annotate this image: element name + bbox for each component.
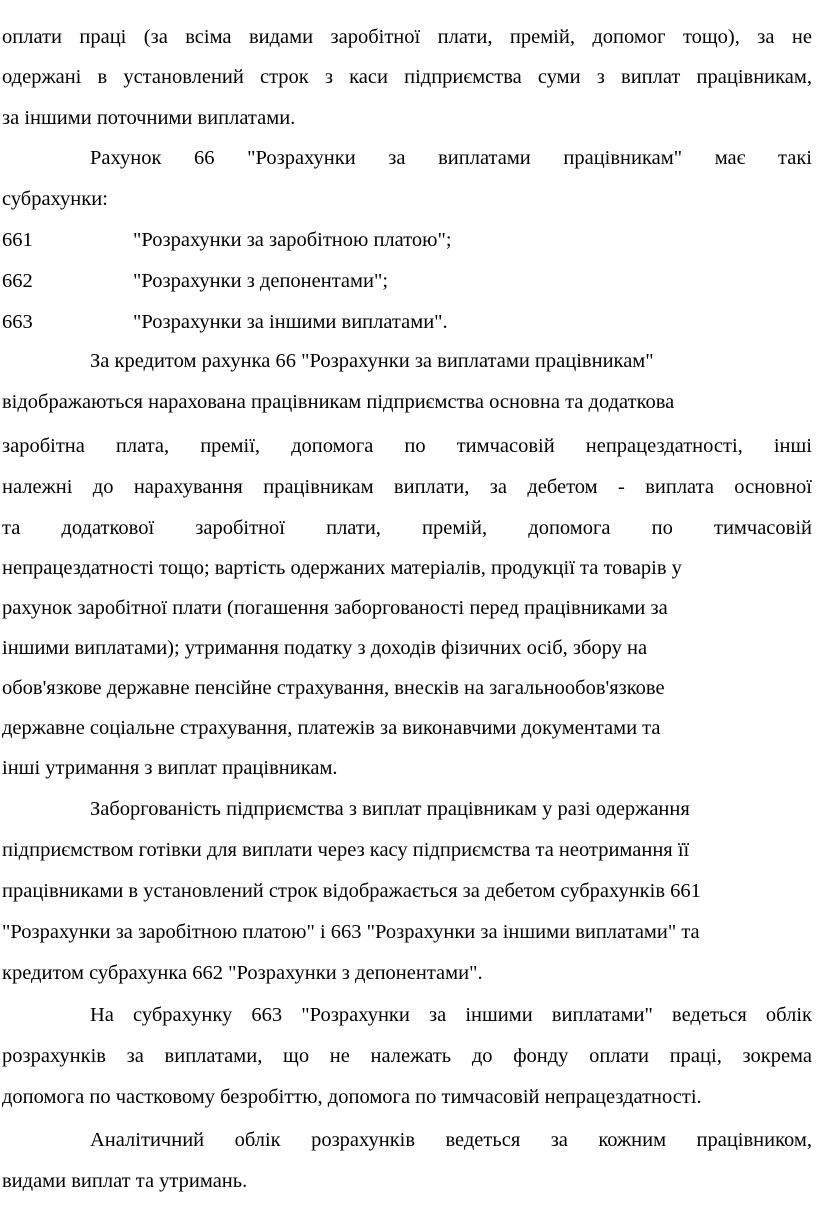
- text-line: працівниками в установлений строк відображається за дебетом субрахунків 661: [2, 880, 701, 902]
- subaccount-code: 661: [2, 229, 33, 251]
- text-line: видами виплат та утримань.: [2, 1170, 248, 1192]
- text-line: оплати праці (за всіма видами заробітної плати, премій, допомог тощо), за не: [2, 26, 812, 48]
- text-line: інші утримання з виплат працівникам.: [2, 757, 338, 779]
- subaccount-code: 663: [2, 311, 33, 333]
- subaccount-title: "Розрахунки за іншими виплатами".: [133, 311, 448, 333]
- text-line: кредитом субрахунка 662 "Розрахунки з депонентами".: [2, 962, 483, 984]
- text-line: обов'язкове державне пенсійне страхування, внесків на загальнообов'язкове: [2, 677, 665, 699]
- text-line: Аналітичний облік розрахунків ведеться за кожним працівником,: [90, 1129, 812, 1151]
- text-line: іншими виплатами); утримання податку з доходів фізичних осіб, збору на: [2, 637, 648, 659]
- text-line: одержані в установлений строк з каси підприємства суми з виплат працівникам,: [2, 66, 812, 88]
- text-line: за іншими поточними виплатами.: [2, 107, 296, 129]
- subaccount-title: "Розрахунки за заробітною платою";: [133, 229, 452, 251]
- text-line: На субрахунку 663 "Розрахунки за іншими виплатами" ведеться облік: [90, 1004, 812, 1026]
- text-line: Рахунок 66 "Розрахунки за виплатами працівникам" має такі: [90, 147, 812, 169]
- text-line: За кредитом рахунка 66 "Розрахунки за виплатами працівникам": [90, 350, 654, 372]
- text-line: розрахунків за виплатами, що не належать до фонду оплати праці, зокрема: [2, 1045, 812, 1067]
- subaccount-title: "Розрахунки з депонентами";: [133, 270, 389, 292]
- text-line: непрацездатності тощо; вартість одержаних матеріалів, продукції та товарів у: [2, 557, 682, 579]
- text-line: субрахунки:: [2, 188, 108, 210]
- subaccount-code: 662: [2, 270, 33, 292]
- text-line: Заборгованість підприємства з виплат працівникам у разі одержання: [90, 798, 690, 820]
- text-line: "Розрахунки за заробітною платою" і 663 "Розрахунки за іншими виплатами" та: [2, 921, 700, 943]
- text-line: та додаткової заробітної плати, премій, допомога по тимчасовій: [2, 517, 812, 539]
- text-line: рахунок заробітної плати (погашення заборгованості перед працівниками за: [2, 597, 668, 619]
- text-line: відображаються нарахована працівникам підприємства основна та додаткова: [2, 391, 675, 413]
- text-line: заробітна плата, премії, допомога по тимчасовій непрацездатності, інші: [2, 435, 812, 457]
- text-line: допомога по частковому безробіттю, допомога по тимчасовій непрацездатності.: [2, 1086, 702, 1108]
- text-line: державне соціальне страхування, платежів за виконавчими документами та: [2, 717, 661, 739]
- text-line: підприємством готівки для виплати через касу підприємства та неотримання її: [2, 839, 690, 861]
- text-line: належні до нарахування працівникам виплати, за дебетом - виплата основної: [2, 476, 812, 498]
